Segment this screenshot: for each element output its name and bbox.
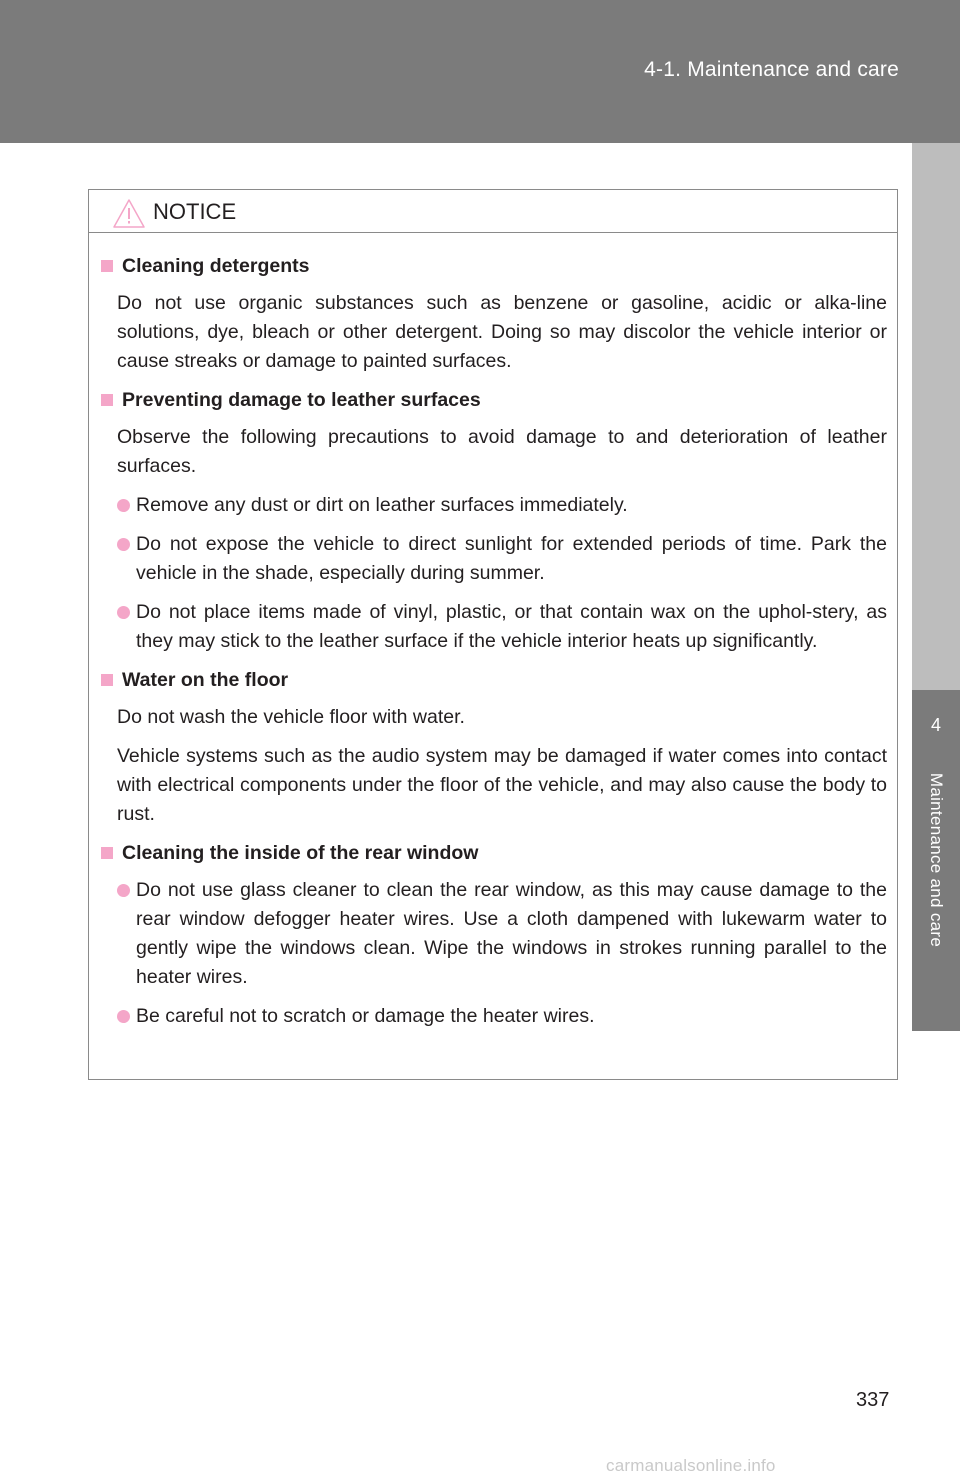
- section-heading-text: Water on the floor: [122, 669, 289, 691]
- notice-section: [99, 386, 887, 656]
- notice-body: [89, 252, 897, 1041]
- page-number: 337: [856, 1389, 890, 1411]
- bullet-text: Do not expose the vehicle to direct sunlight for extended periods of time. Park the vehicle in the shade, especially during summer.: [136, 533, 887, 584]
- round-bullet-icon: [117, 499, 130, 512]
- bullet-text: Do not use glass cleaner to clean the rear window, as this may cause damage to the rear window defogger heater wires. Use a cloth dampened with lukewarm water to gently wipe the windows clean. Wipe the windows in strokes running parallel to the heater wires.: [136, 879, 887, 988]
- section-heading: [99, 839, 887, 868]
- bullet-item: [117, 530, 887, 588]
- round-bullet-icon: [117, 1010, 130, 1023]
- bullet-text: Do not place items made of vinyl, plastic, or that contain wax on the uphol-stery, as they may stick to the leather surface if the vehicle interior heats up significantly.: [136, 601, 887, 652]
- bullet-text: Remove any dust or dirt on leather surfaces immediately.: [136, 494, 628, 516]
- square-bullet-icon: [101, 847, 113, 859]
- square-bullet-icon: [101, 260, 113, 272]
- section-heading: [99, 386, 887, 415]
- bullet-item: [117, 876, 887, 992]
- round-bullet-icon: [117, 884, 130, 897]
- bullet-text: Be careful not to scratch or damage the heater wires.: [136, 1005, 595, 1027]
- notice-title: NOTICE: [153, 199, 237, 224]
- notice-section: [99, 252, 887, 376]
- square-bullet-icon: [101, 394, 113, 406]
- bullet-item: [117, 1002, 887, 1031]
- chapter-side-tab: [912, 690, 960, 1031]
- side-tab-lower-area: [912, 1031, 960, 1484]
- section-heading: [99, 252, 887, 281]
- watermark: carmanualsonline.info: [606, 1456, 776, 1475]
- bullet-item: [117, 598, 887, 656]
- chapter-number: 4: [930, 715, 941, 735]
- side-tab-background: [912, 143, 960, 690]
- section-paragraph: Do not wash the vehicle floor with water.: [117, 706, 465, 728]
- round-bullet-icon: [117, 538, 130, 551]
- section-heading: [99, 666, 887, 695]
- notice-section: [99, 666, 887, 829]
- section-heading-text: Cleaning the inside of the rear window: [122, 842, 479, 864]
- warning-triangle-icon: [112, 198, 146, 229]
- bullet-item: [117, 491, 887, 520]
- notice-header: [89, 190, 897, 233]
- chapter-title: Maintenance and care: [927, 772, 946, 948]
- page-header: [0, 0, 960, 143]
- section-title: 4-1. Maintenance and care: [644, 58, 899, 81]
- section-paragraph: Do not use organic substances such as benzene or gasoline, acidic or alka-line solutions, dye, bleach or other detergent. Doing so may discolor the vehicle interior or cause streaks or damage to painted surfaces.: [117, 292, 887, 372]
- section-paragraph: Vehicle systems such as the audio system may be damaged if water comes into contact with electrical components under the floor of the vehicle, and may also cause the body to rust.: [117, 745, 887, 825]
- square-bullet-icon: [101, 674, 113, 686]
- section-heading-text: Cleaning detergents: [122, 255, 310, 277]
- notice-section: [99, 839, 887, 1031]
- section-heading-text: Preventing damage to leather surfaces: [122, 389, 481, 411]
- section-paragraph: Observe the following precautions to avoid damage to and deterioration of leather surfaces.: [117, 426, 887, 477]
- round-bullet-icon: [117, 606, 130, 619]
- notice-box: [88, 189, 898, 1080]
